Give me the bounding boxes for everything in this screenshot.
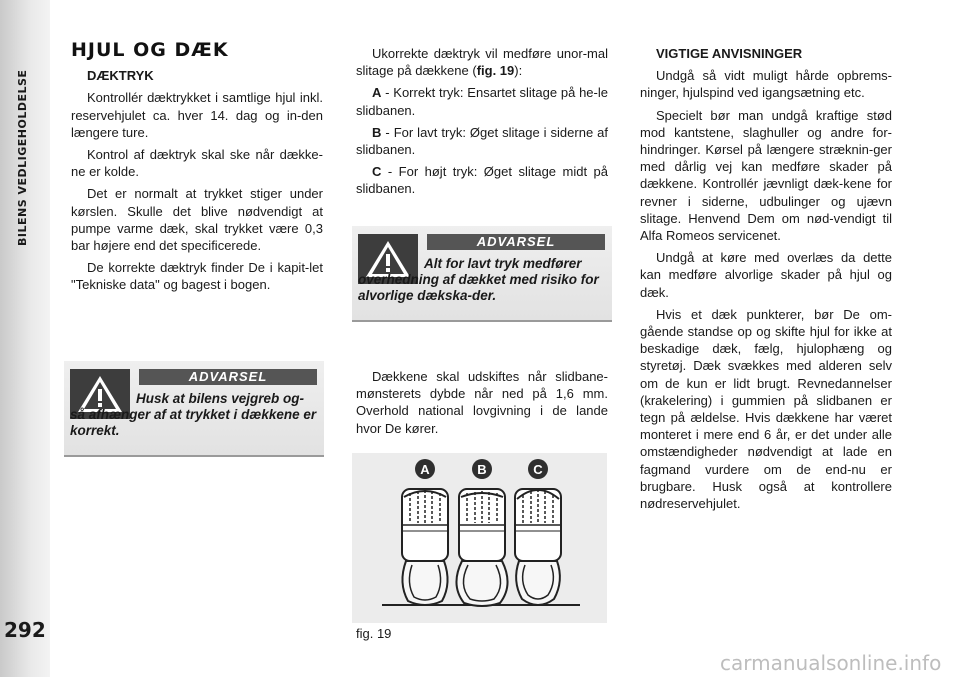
sidebar [0,0,50,677]
item-a: A - Korrekt tryk: Ensartet slitage på he-le slidbanen. [356,85,608,118]
paragraph-replace: Dækkene skal udskiftes når slidbane-mønsterets dybde når ned på 1,6 mm. Overhold national lovgivning i de lande hvor De kører. [356,369,608,436]
watermark: carmanualsonline.info [720,651,942,675]
label-c-badge [528,459,548,479]
page-title: HJUL OG DÆK [71,39,229,61]
section-title-vertical: BILENS VEDLIGEHOLDELSE [16,69,29,246]
svg-text:B: B [477,462,487,477]
column-1 [71,39,323,299]
column-2-lower [356,368,608,442]
svg-text:A: A [420,462,430,477]
column-2 [356,45,608,203]
subheading-vigtige: VIGTIGE ANVISNINGER [656,46,803,61]
tire-b-icon [456,489,507,606]
item-b: B - For lavt tryk: Øget slitage i siderne af slidbanen. [356,124,608,158]
warning-label: ADVARSEL [427,234,605,250]
paragraph: Specielt bør man undgå kraftige stød mod kantstene, slaghuller og andre for-hindringer. Kørsel på længere stræknin-ger med dårlig vej kan medføre skader på dækkene. Kontrollér jævnligt dæk-kene for revner i siderne, udbulinger og ujævn slitage. Henvend Dem om nød-vendigt til Alfa Romeos servicenet. [640,107,892,244]
warning-text: Alt for lavt tryk medfører overhedning af dækket med risiko for alvorlige dækska-der. [358,256,599,303]
warning-label: ADVARSEL [139,369,317,385]
subheading-daektryk: DÆKTRYK [87,68,154,84]
paragraph: Kontrol af dæktryk skal ske når dække-ne er kolde. [71,147,323,180]
paragraph-intro: Ukorrekte dæktryk vil medføre unor-mal slitage på dækkene (fig. 19): [356,46,608,79]
tire-c-icon [515,489,561,605]
paragraph: De korrekte dæktryk finder De i kapit-let "Tekniske data" og bagest i bogen. [71,260,323,293]
paragraph: Det er normalt at trykket stiger under kørslen. Skulle det blive nødvendigt at pumpe varme dæk, skal trykket være 0,3 bar højere end det specificerede. [71,186,323,254]
label-a-badge [415,459,435,479]
page-number: 292 [4,618,46,642]
label-b-badge [472,459,492,479]
item-c: C - For højt tryk: Øget slitage midt på slidbanen. [356,164,608,197]
paragraph: Undgå så vidt muligt hårde opbrems-ninger, hjulspind ved igangsætning etc. [640,68,892,101]
warning-box-grip [64,361,324,457]
paragraph: Kontrollér dæktrykket i samtlige hjul inkl. reservehjulet ca. hver 14. dag og in-den længere ture. [71,90,323,140]
column-3 [640,45,892,517]
paragraph: Hvis et dæk punkterer, bør De om-gående standse op og skifte hjul for ikke at beskadige dæk, fælg, hjulophæng og styretøj. Dæk svækkes med alderen selv om de kun er lidt brugt. Revnedannelser (krakelering) i gummien på slidbanen er tegn på ældelse. Hvis dækkene har været monteret i mere end 6 år, er det under alle omstændigheder nødvendigt at lade en fagmand vurdere om de end-nu er brugbare. Husk også at kontrollere nødreservehjulet. [640,306,892,512]
svg-text:C: C [533,462,543,477]
warning-text: Husk at bilens vejgreb og-så afhænger af at trykket i dækkene er korrekt. [70,391,317,438]
paragraph: Undgå at køre med overlæs da dette kan medføre alvorlige skader på hjul og dæk. [640,250,892,300]
figure-tire-wear [352,453,607,623]
figure-caption: fig. 19 [356,626,392,641]
tire-a-icon [402,489,448,605]
warning-box-pressure [352,226,612,322]
